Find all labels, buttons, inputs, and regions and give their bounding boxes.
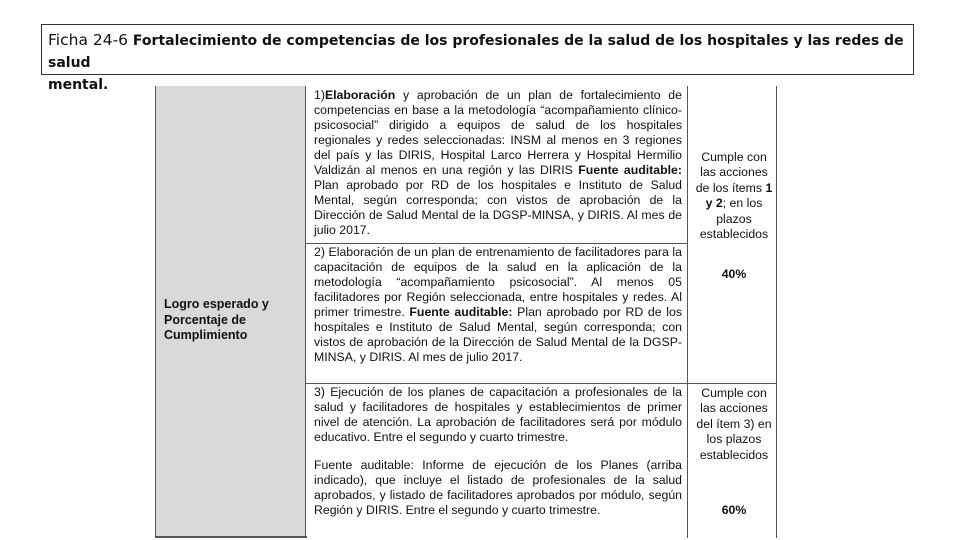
table-right-border xyxy=(776,86,777,538)
compliance-2-text: Cumple con las acciones del ítem 3) en los plazos establecidos xyxy=(696,386,772,462)
title-prefix: Ficha 24-6 xyxy=(48,31,129,49)
item-3-source: Fuente auditable: Informe de ejecución de los Planes (arriba indicado), que incluye el listado de profesionales de la salud aprobados, y listado de facilitadores aprobados por módulo, según Región y DIRIS. Entre el segundo y cuarto trimestre. xyxy=(314,458,682,517)
compliance-1-text: Cumple con las acciones de los ítems 1 y 2; en los plazos establecidos xyxy=(695,150,773,242)
title-text: Fortalecimiento de competencias de los profesionales de la salud de los hospitales y las redes de salud xyxy=(48,33,904,71)
compliance-1-percent: 40% xyxy=(721,267,747,281)
item-1-cell: 1)Elaboración y aprobación de un plan de fortalecimiento de competencias en base a la metodología “acompañamiento clínico-psicosocial” dirigido a equipos de salud de los hospitales regionales y redes seleccionadas: INSM al menos en 3 regiones del país y las DIRIS, Hospital Larco Herrera y Hospital Hermilio Valdizán al menos en una región y las DIRIS Fuente auditable: Plan aprobado por RD de los hospitales e Instituto de Salud Mental, según corresponda; con vistos de aprobación de la Dirección de Salud Mental de la DGSP-MINSA, y DIRIS. Al mes de julio 2017. xyxy=(314,88,682,237)
item-3-cell: 3) Ejecución de los planes de capacitación a profesionales de la salud y facilitadores de hospitales y establecimientos de primer nivel de atención. La aprobación de facilitadores será por módulo educativo. Entre el segundo y cuarto trimestre. xyxy=(314,385,682,444)
row-label-line: Logro esperado y xyxy=(164,297,269,311)
title-line2: mental. xyxy=(48,77,109,93)
column-divider xyxy=(687,86,688,538)
document-title xyxy=(41,24,914,93)
row-label-line: Cumplimiento xyxy=(164,328,248,342)
row-divider xyxy=(306,243,687,244)
row-label-cell xyxy=(155,86,306,538)
compliance-2-percent: 60% xyxy=(721,503,747,517)
row-label-line: Porcentaje de xyxy=(164,312,246,327)
row-label xyxy=(164,297,304,344)
row-divider xyxy=(306,383,776,384)
criteria-table xyxy=(306,86,778,538)
table-bottom-border xyxy=(155,536,307,538)
item-2-cell: 2) Elaboración de un plan de entrenamiento de facilitadores para la capacitación de equipos de la salud en la aplicación de la metodología “acompañamiento psicosocial”. Al menos 05 facilitadores por Región seleccionada, entre hospitales y redes. Al primer trimestre. Fuente auditable: Plan aprobado por RD de los hospitales e Instituto de Salud Mental, según corresponda; con vistos de aprobación de la Dirección de Salud Mental de la DGSP-MINSA, y DIRIS. Al mes de julio 2017. xyxy=(314,245,682,364)
